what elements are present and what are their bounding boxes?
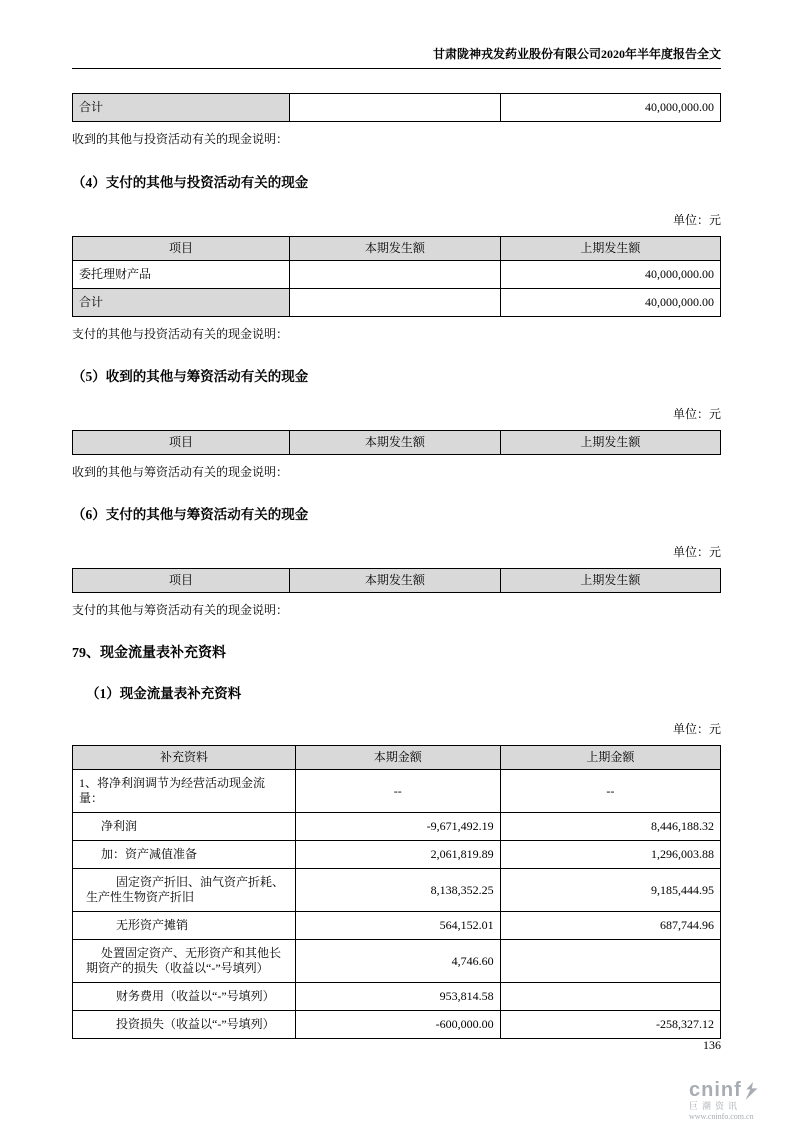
logo-cn-name: 巨潮资讯	[689, 1101, 742, 1111]
note-invest-received: 收到的其他与投资活动有关的现金说明：	[72, 132, 289, 146]
cell-item: 无形资产摊销	[73, 912, 296, 940]
cell-current: 4,746.60	[295, 940, 500, 983]
section-4-heading: （4）支付的其他与投资活动有关的现金	[72, 175, 309, 190]
logo-brand-text: cninf	[689, 1079, 742, 1101]
section-4-table	[72, 236, 721, 317]
page-number: 136	[703, 1038, 721, 1052]
cell-item: 固定资产折旧、油气资产折耗、生产性生物资产折旧	[73, 869, 296, 912]
cell-item: 委托理财产品	[73, 261, 290, 289]
cell-prior: -258,327.12	[500, 1011, 720, 1039]
section-5-table	[72, 430, 721, 455]
cell-current	[290, 261, 501, 289]
table-row	[73, 841, 721, 869]
col-header-item: 项目	[73, 431, 290, 455]
cell-prior: 1,296,003.88	[500, 841, 720, 869]
col-header-supplement: 补充资料	[73, 746, 296, 770]
table-row	[73, 983, 721, 1011]
col-header-current-amount: 本期金额	[295, 746, 500, 770]
col-header-current: 本期发生额	[290, 237, 501, 261]
unit-label: 单位：元	[672, 545, 721, 559]
cell-current	[290, 289, 501, 317]
cell-current	[290, 94, 501, 122]
cell-current: 2,061,819.89	[295, 841, 500, 869]
section-6-heading: （6）支付的其他与筹资活动有关的现金	[72, 507, 309, 522]
cell-prior: 9,185,444.95	[500, 869, 720, 912]
cell-item: 加：资产减值准备	[73, 841, 296, 869]
cninfo-logo	[689, 1080, 777, 1122]
lightning-icon	[744, 1082, 759, 1100]
col-header-current: 本期发生额	[290, 569, 501, 593]
col-header-prior: 上期发生额	[500, 237, 720, 261]
cell-item: 1、将净利润调节为经营活动现金流量：	[73, 770, 296, 813]
col-header-prior: 上期发生额	[500, 569, 720, 593]
cell-current: -9,671,492.19	[295, 813, 500, 841]
cell-prior	[500, 983, 720, 1011]
cell-item: 合计	[73, 289, 290, 317]
table-row	[73, 813, 721, 841]
section-6-table	[72, 568, 721, 593]
cell-current: --	[295, 770, 500, 813]
cell-current: 953,814.58	[295, 983, 500, 1011]
table-row	[73, 94, 721, 122]
cell-prior: 40,000,000.00	[500, 289, 720, 317]
cell-prior	[500, 940, 720, 983]
table-row	[73, 912, 721, 940]
cell-prior: --	[500, 770, 720, 813]
unit-label: 单位：元	[672, 213, 721, 227]
col-header-item: 项目	[73, 237, 290, 261]
logo-url: www.cninfo.com.cn	[689, 1112, 754, 1121]
table-row	[73, 289, 721, 317]
note-finance-paid: 支付的其他与筹资活动有关的现金说明：	[72, 603, 289, 617]
carryover-total-table	[72, 93, 721, 122]
col-header-item: 项目	[73, 569, 290, 593]
unit-label: 单位：元	[672, 722, 721, 736]
col-header-prior: 上期发生额	[500, 431, 720, 455]
table-header-row	[73, 431, 721, 455]
cell-item: 净利润	[73, 813, 296, 841]
note-invest-paid: 支付的其他与投资活动有关的现金说明：	[72, 327, 289, 341]
cell-current: 8,138,352.25	[295, 869, 500, 912]
cell-item: 投资损失（收益以“-”号填列）	[73, 1011, 296, 1039]
section-79-sub-heading: （1）现金流量表补充资料	[86, 686, 242, 701]
note-finance-received: 收到的其他与筹资活动有关的现金说明：	[72, 465, 289, 479]
section-79-heading: 79、现金流量表补充资料	[72, 646, 226, 661]
cell-current: 564,152.01	[295, 912, 500, 940]
table-header-row	[73, 746, 721, 770]
cell-prior: 40,000,000.00	[500, 261, 720, 289]
col-header-prior-amount: 上期金额	[500, 746, 720, 770]
cell-item: 合计	[73, 94, 290, 122]
section-5-heading: （5）收到的其他与筹资活动有关的现金	[72, 369, 309, 384]
col-header-current: 本期发生额	[290, 431, 501, 455]
supplementary-table	[72, 745, 721, 1039]
cell-item: 处置固定资产、无形资产和其他长期资产的损失（收益以“-”号填列）	[73, 940, 296, 983]
unit-label: 单位：元	[672, 407, 721, 421]
table-header-row	[73, 569, 721, 593]
cell-prior: 8,446,188.32	[500, 813, 720, 841]
table-header-row	[73, 237, 721, 261]
table-row	[73, 940, 721, 983]
cell-prior: 40,000,000.00	[500, 94, 720, 122]
cell-prior: 687,744.96	[500, 912, 720, 940]
cell-current: -600,000.00	[295, 1011, 500, 1039]
report-header-title: 甘肃陇神戎发药业股份有限公司2020年半年度报告全文	[72, 46, 721, 69]
table-row	[73, 261, 721, 289]
table-row	[73, 869, 721, 912]
table-row	[73, 1011, 721, 1039]
table-row	[73, 770, 721, 813]
cell-item: 财务费用（收益以“-”号填列）	[73, 983, 296, 1011]
